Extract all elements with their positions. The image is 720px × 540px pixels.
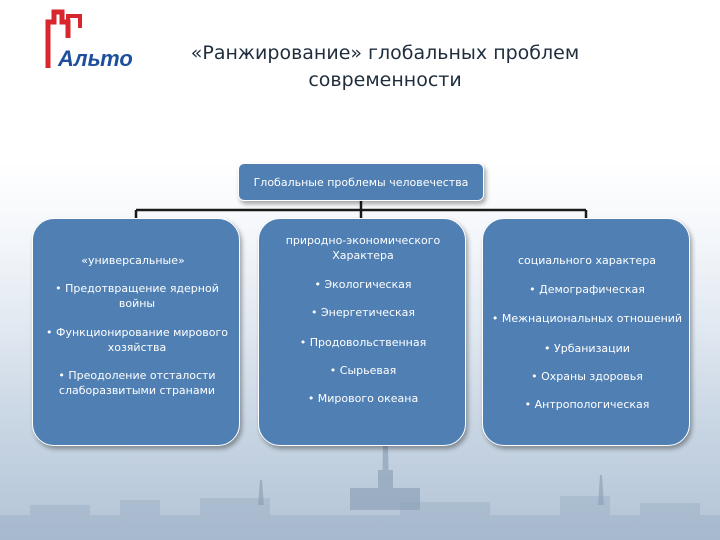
list-item: • Сырьевая (329, 364, 397, 377)
root-node-label: Глобальные проблемы человечества (253, 176, 469, 189)
column-heading: «универсальные» (81, 254, 185, 267)
list-item: • Предотвращение ядерной войны (55, 282, 219, 310)
list-item: • Охраны здоровья (531, 370, 643, 383)
logo-text: Альто (58, 46, 133, 71)
logo (40, 8, 133, 78)
column-heading: природно-экономического Характера (285, 234, 441, 262)
list-item: • Урбанизации (544, 342, 630, 355)
list-item: • Мирового океана (307, 392, 419, 405)
list-item: • Демографическая (529, 283, 645, 296)
universal-problems-node (32, 218, 240, 446)
nature-economic-problems-node (258, 218, 466, 446)
slide-title-line-1: «Ранжирование» глобальных проблем (190, 42, 580, 64)
slide-title-line-2: современности (308, 69, 462, 91)
list-item: • Преодоление отсталости слаборазвитыми странами (58, 369, 216, 397)
list-item: • Межнациональных отношений (491, 312, 683, 325)
list-item: • Экологическая (314, 278, 412, 291)
social-problems-node (482, 218, 690, 446)
list-item: • Продовольственная (299, 336, 427, 349)
list-item: • Энергетическая (310, 306, 416, 319)
column-heading: социального характера (517, 254, 657, 267)
list-item: • Функционирование мирового хозяйства (46, 326, 228, 354)
root-node (238, 163, 484, 201)
list-item: • Антропологическая (524, 398, 650, 411)
slide-title (130, 40, 640, 94)
